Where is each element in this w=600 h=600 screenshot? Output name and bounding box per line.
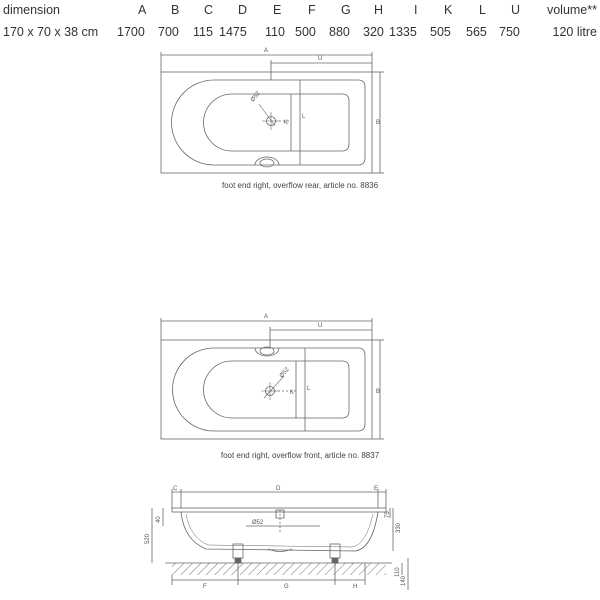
header-f: F bbox=[308, 3, 316, 17]
value-a: 1700 bbox=[117, 25, 145, 39]
label-diameter: Ø52 bbox=[249, 90, 262, 104]
header-d: D bbox=[238, 3, 248, 17]
label-diameter: Ø52 bbox=[278, 366, 291, 380]
header-e: E bbox=[273, 3, 282, 17]
value-b: 700 bbox=[158, 25, 179, 39]
drawing2-labels bbox=[264, 314, 380, 396]
header-a: A bbox=[138, 3, 147, 17]
value-dimension: 170 x 70 x 38 cm bbox=[3, 25, 99, 39]
label-75: 75 bbox=[385, 511, 391, 518]
label-l: L bbox=[307, 386, 311, 392]
value-volume: 120 litre bbox=[552, 25, 597, 39]
label-u: U bbox=[318, 323, 323, 329]
label-110: 110 bbox=[395, 567, 401, 577]
label-l: L bbox=[302, 114, 306, 120]
value-c: 115 bbox=[193, 25, 213, 39]
value-k: 505 bbox=[430, 25, 451, 39]
caption-overflow-front: foot end right, overflow front, article no. 8837 bbox=[220, 451, 380, 460]
header-dimension: dimension bbox=[3, 3, 60, 17]
value-e: 110 bbox=[265, 25, 285, 39]
label-k: K bbox=[290, 390, 295, 396]
header-c: C bbox=[204, 3, 214, 17]
tub-inner-floor bbox=[204, 94, 349, 151]
value-i: 1335 bbox=[389, 25, 417, 39]
label-330: 330 bbox=[396, 522, 402, 533]
header-volume: volume** bbox=[546, 3, 597, 17]
label-140: 140 bbox=[401, 575, 407, 586]
label-c: C bbox=[173, 486, 178, 492]
tub-inner-basin bbox=[172, 80, 366, 165]
foot-left-base bbox=[235, 558, 241, 563]
label-d: D bbox=[276, 486, 281, 492]
floor-hatch bbox=[172, 563, 386, 575]
header-u: U bbox=[511, 3, 521, 17]
caption-overflow-rear: foot end right, overflow rear, article no. 8836 bbox=[221, 181, 379, 190]
drawing-top-view-overflow-front bbox=[161, 318, 384, 439]
tub-inner-floor bbox=[204, 361, 349, 418]
value-d: 1475 bbox=[219, 25, 247, 39]
drawing-top-view-overflow-rear bbox=[161, 52, 384, 173]
header-i: I bbox=[414, 3, 418, 17]
label-k: K bbox=[284, 120, 289, 126]
header-k: K bbox=[444, 3, 453, 17]
label-a: A bbox=[264, 314, 269, 320]
tub-inner-basin bbox=[172, 348, 365, 431]
header-g: G bbox=[341, 3, 351, 17]
header-h: H bbox=[374, 3, 384, 17]
overflow-hole bbox=[260, 159, 274, 167]
value-u: 750 bbox=[499, 25, 520, 39]
drawing-side-elevation bbox=[152, 489, 408, 590]
value-h: 320 bbox=[363, 25, 384, 39]
foot-left-bracket bbox=[233, 544, 243, 558]
header-l: L bbox=[479, 3, 486, 17]
label-b: B bbox=[376, 389, 381, 395]
value-l: 565 bbox=[466, 25, 487, 39]
label-u: U bbox=[318, 56, 323, 62]
label-40: 40 bbox=[156, 516, 162, 523]
tub-inner-profile bbox=[186, 514, 373, 547]
label-520: 520 bbox=[145, 533, 151, 544]
value-f: 500 bbox=[295, 25, 316, 39]
label-b: B bbox=[376, 120, 381, 126]
header-b: B bbox=[171, 3, 180, 17]
label-f: F bbox=[203, 584, 207, 590]
drain-diameter-leader bbox=[264, 376, 284, 398]
foot-right-base bbox=[332, 558, 338, 563]
value-g: 880 bbox=[329, 25, 350, 39]
drawing1-labels bbox=[250, 48, 380, 126]
label-a: A bbox=[264, 48, 269, 54]
label-diameter: Ø52 bbox=[252, 520, 264, 526]
label-e: E bbox=[374, 486, 379, 492]
overflow-rear bbox=[255, 157, 279, 165]
label-h: H bbox=[353, 584, 358, 590]
label-g: G bbox=[284, 584, 289, 590]
